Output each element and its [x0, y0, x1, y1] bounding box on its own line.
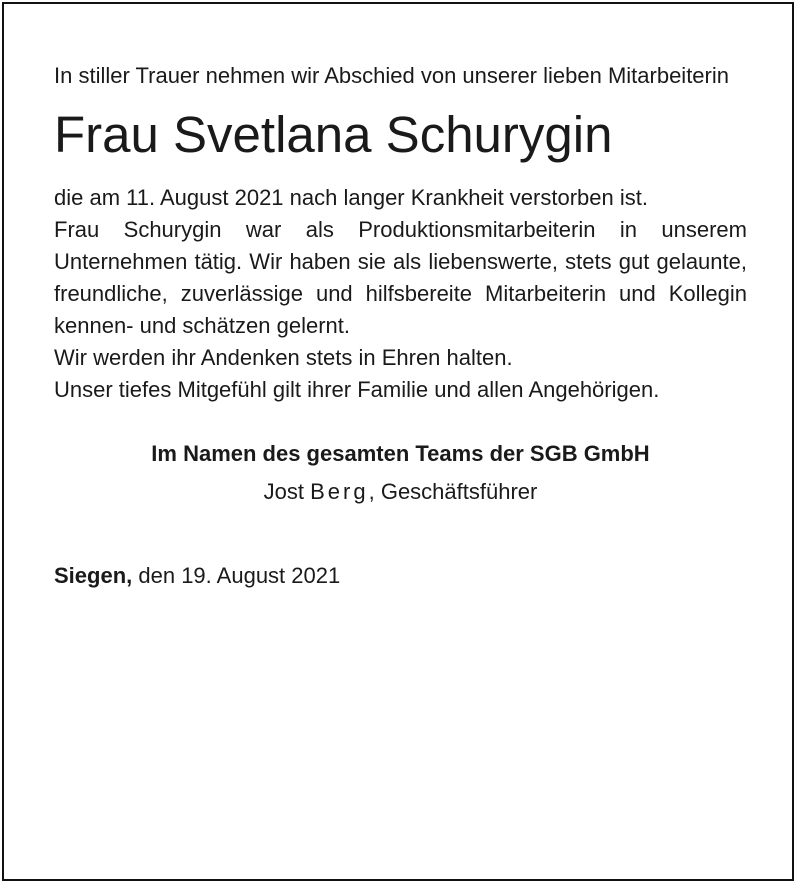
closing-city: Siegen,	[54, 563, 133, 588]
signer-last-name: Berg	[310, 479, 369, 504]
tribute-text: Frau Schurygin war als Produktionsmitarbeiterin in unserem Unternehmen tätig. Wir haben sie als liebenswerte, stets gut gelaunte, freundliche, zuverlässige und hilfsbereite Mitarbeiterin und Kollegin kennen- und schätzen gelernt.	[54, 217, 747, 338]
deceased-name: Frau Svetlana Schurygin	[54, 106, 613, 163]
intro-text: In stiller Trauer nehmen wir Abschied von unserer lieben Mitarbeiterin	[54, 63, 729, 88]
obituary-notice	[54, 60, 747, 614]
remembrance-text: Wir werden ihr Andenken stets in Ehren halten.	[54, 345, 513, 370]
place-date-line	[54, 560, 747, 592]
signer-first-name: Jost	[263, 479, 304, 504]
condolence-text: Unser tiefes Mitgefühl gilt ihrer Familie und allen Angehörigen.	[54, 377, 660, 402]
team-line: Im Namen des gesamten Teams der SGB GmbH	[151, 441, 650, 466]
closing-date: den 19. August 2021	[138, 563, 341, 588]
signature-block	[54, 438, 747, 508]
death-statement: die am 11. August 2021 nach langer Krankheit verstorben ist.	[54, 185, 648, 210]
signer-role: , Geschäftsführer	[368, 479, 538, 504]
signer-line	[54, 476, 747, 508]
